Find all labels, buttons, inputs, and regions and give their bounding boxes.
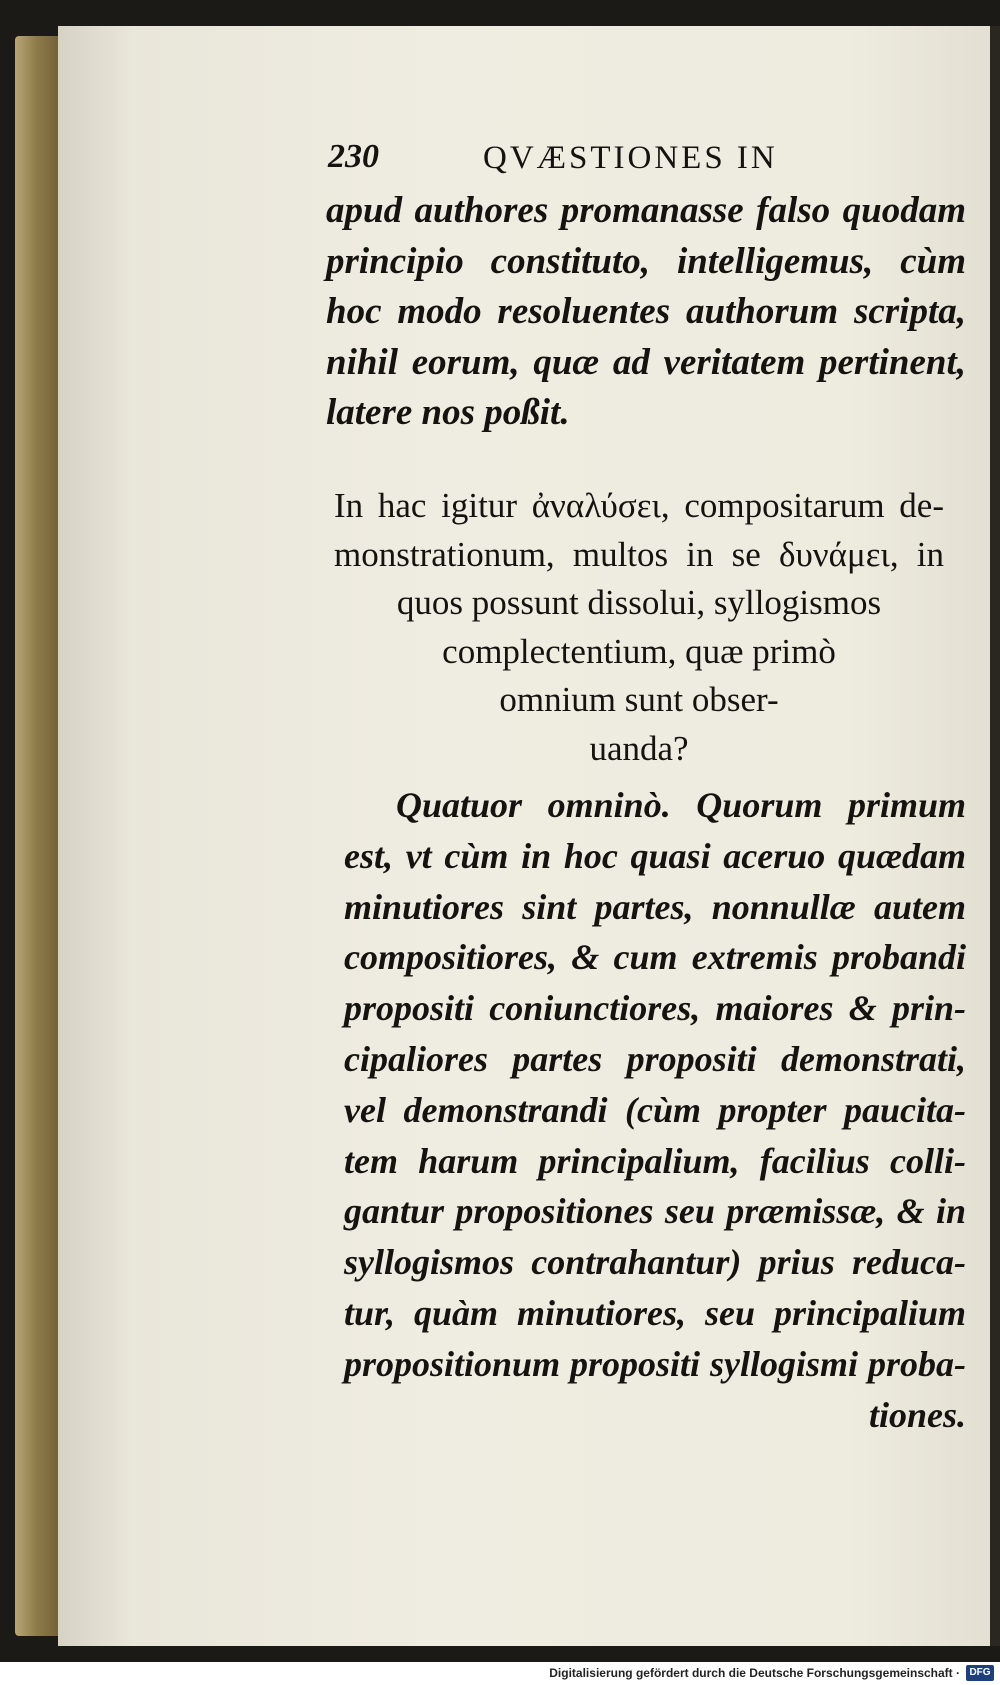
- text-line: minutiores sint partes, nonnullæ autem: [344, 886, 966, 927]
- running-title: QVÆSTIONES IN: [483, 140, 778, 176]
- dfg-logo: DFG: [966, 1665, 994, 1681]
- heading-line: omnium sunt obser-: [499, 680, 779, 719]
- text-line: apud authores promanasse falso quodam: [326, 190, 966, 231]
- text-line: tur, quàm minutiores, seu principalium: [344, 1292, 966, 1333]
- answer-paragraph: [344, 780, 966, 1440]
- text-line: gantur propositiones seu præmissæ, & in: [344, 1191, 966, 1232]
- text-line: est, vt cùm in hoc quasi aceruo quædam: [344, 835, 966, 876]
- funding-credit: Digitalisierung gefördert durch die Deutsche Forschungsgemeinschaft ·: [549, 1666, 960, 1680]
- heading-line: In hac igitur ἀναλύσει, compositarum de-: [334, 486, 944, 525]
- text-line: hoc modo resoluentes authorum scripta,: [326, 291, 966, 332]
- heading-line: complectentium, quæ primò: [442, 631, 836, 671]
- book-spine-edge: [15, 36, 63, 1636]
- text-line: nihil eorum, quæ ad veritatem pertinent,: [326, 341, 966, 383]
- digitization-footer: [0, 1662, 1000, 1685]
- heading-line: uanda?: [589, 728, 689, 768]
- heading-line: quos possunt dissolui, syllogismos: [396, 583, 882, 622]
- page-header: [328, 138, 848, 182]
- page-edge-shadow: [990, 26, 1000, 1646]
- text-line: syllogismos contrahantur) prius reduca-: [344, 1242, 966, 1283]
- text-line: cipaliores partes propositi demonstrati,: [344, 1038, 966, 1079]
- text-line: propositionum propositi syllogismi proba-: [344, 1343, 966, 1384]
- text-line: propositi coniunctiores, maiores & prin-: [344, 988, 966, 1029]
- text-line: vel demonstrandi (cùm propter paucita-: [344, 1089, 966, 1130]
- text-line: principio constituto, intelligemus, cùm: [326, 240, 966, 282]
- text-line: compositiores, & cum extremis probandi: [344, 937, 966, 978]
- text-line: tem harum principalium, facilius colli-: [344, 1140, 966, 1181]
- text-line: latere nos poßit.: [326, 392, 570, 433]
- text-line: Quatuor omninò. Quorum primum: [396, 785, 966, 825]
- text-line: tiones.: [868, 1394, 966, 1435]
- paragraph-continuation: [326, 186, 966, 439]
- question-heading: [334, 482, 944, 773]
- page-number: 230: [328, 138, 379, 175]
- heading-line: monstrationum, multos in se δυνάμει, in: [334, 534, 944, 574]
